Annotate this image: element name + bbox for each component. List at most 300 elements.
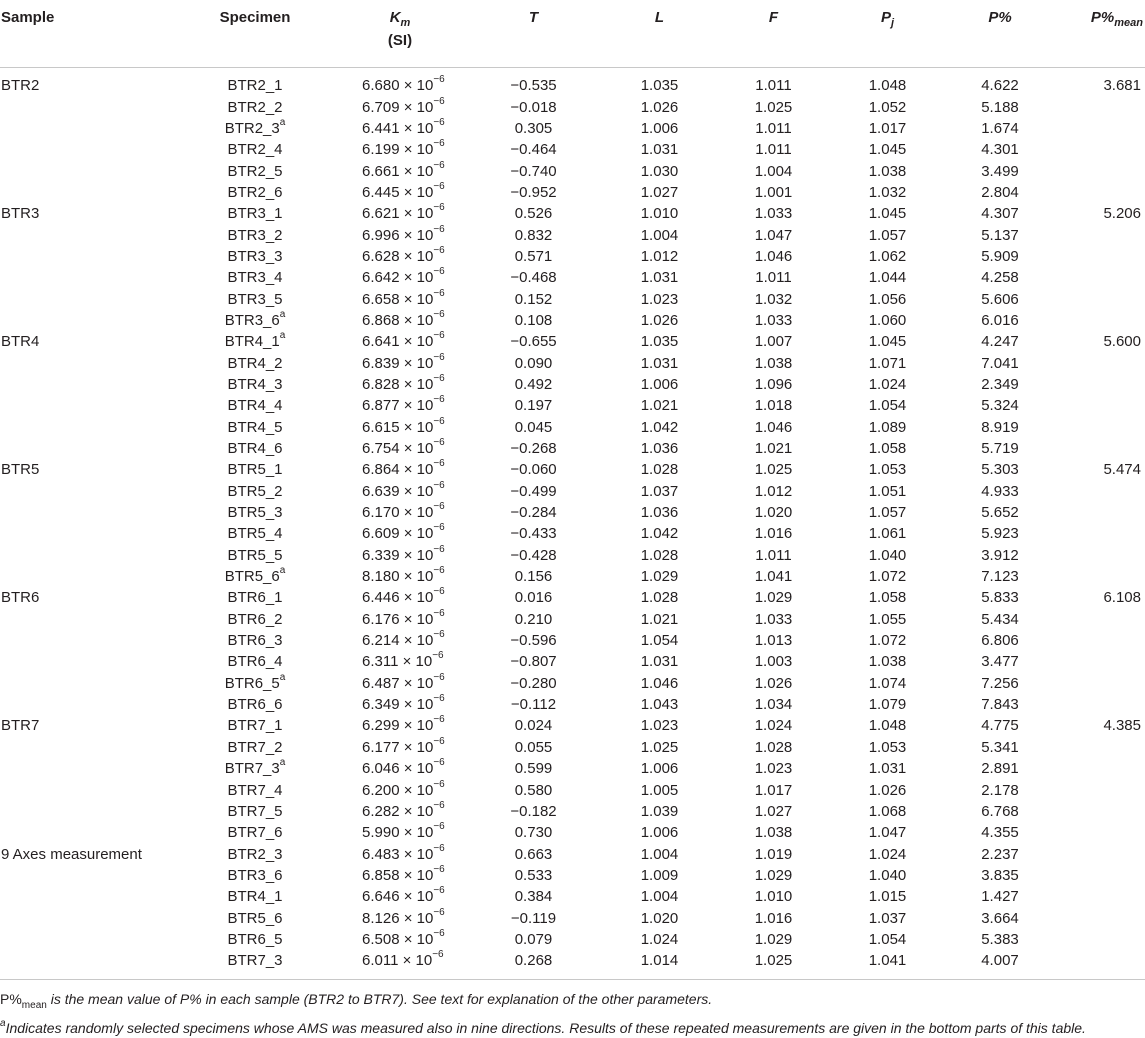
cell-f: 1.020 [754,504,793,522]
table-footnotes [0,979,1145,1038]
cell-p-percent: 4.307 [981,205,1019,223]
cell-l: 1.036 [640,440,679,458]
cell-t: −0.655 [510,333,557,351]
cell-p-percent-mean [1055,865,1145,886]
cell-pj: 1.045 [868,205,907,223]
cell-l: 1.030 [640,162,679,180]
table-body [0,68,1145,976]
cell-l: 1.023 [640,290,679,308]
cell-p-percent-mean [1055,267,1145,288]
cell-f: 1.026 [754,674,793,692]
cell-specimen: BTR6_3 [227,632,283,650]
cell-km: $6.828 \times 10^{-6}$ [362,372,445,393]
cell-p-percent-mean [1055,758,1145,779]
cell-p-percent-mean [1055,417,1145,438]
cell-p-percent-mean [1055,182,1145,203]
cell-p-percent-mean [1055,929,1145,950]
cell-p-percent-mean: 4.385 [1103,717,1141,735]
cell-p-percent: 4.355 [981,824,1019,842]
table-row [0,801,1145,822]
cell-f: 1.013 [754,632,793,650]
table-header [0,0,1145,68]
cell-p-percent-mean [1055,438,1145,459]
cell-t: 0.055 [514,738,553,756]
cell-km: $6.641 \times 10^{-6}$ [362,330,445,351]
cell-specimen: BTR3_1 [227,205,283,223]
cell-p-percent-mean [1055,139,1145,160]
cell-pj: 1.089 [868,418,907,436]
cell-l: 1.046 [640,674,679,692]
cell-p-percent: 7.123 [981,568,1019,586]
cell-sample [0,288,175,309]
cell-km: $8.180 \times 10^{-6}$ [362,565,445,586]
cell-t: 0.156 [514,568,553,586]
table-row [0,737,1145,758]
cell-km: $6.046 \times 10^{-6}$ [362,757,445,778]
cell-p-percent-mean [1055,779,1145,800]
cell-t: 0.533 [514,866,553,884]
cell-sample [0,673,175,694]
cell-t: −0.060 [510,461,557,479]
cell-p-percent: 2.804 [981,183,1019,201]
cell-km: $6.282 \times 10^{-6}$ [362,799,445,820]
cell-t: 0.197 [514,397,553,415]
cell-sample [0,779,175,800]
cell-sample [0,758,175,779]
table-row [0,929,1145,950]
cell-sample [0,630,175,651]
cell-l: 1.023 [640,717,679,735]
cell-km: $8.126 \times 10^{-6}$ [362,906,445,927]
cell-p-percent: 5.652 [981,504,1019,522]
cell-p-percent: 4.258 [981,269,1019,287]
cell-t: 0.571 [514,247,553,265]
cell-l: 1.004 [640,226,679,244]
cell-specimen: BTR2_2 [227,98,283,116]
cell-specimen: BTR2_3$^a$ [224,116,286,137]
cell-p-percent: 3.477 [981,653,1019,671]
cell-f: 1.011 [755,119,792,137]
cell-sample: BTR4 [1,333,40,351]
cell-specimen: BTR3_6 [227,866,283,884]
cell-l: 1.043 [640,696,679,714]
cell-l: 1.035 [640,333,679,351]
cell-km: $6.508 \times 10^{-6}$ [362,927,445,948]
cell-l: 1.028 [640,589,679,607]
cell-sample [0,502,175,523]
cell-f: 1.004 [754,162,793,180]
cell-specimen: BTR5_5 [227,546,283,564]
table-row [0,566,1145,587]
cell-pj: 1.017 [868,119,907,137]
cell-f: 1.016 [754,525,793,543]
cell-t: 0.384 [514,888,553,906]
cell-f: 1.021 [754,440,793,458]
cell-p-percent: 5.324 [981,397,1019,415]
cell-l: 1.054 [640,632,679,650]
cell-km: $6.839 \times 10^{-6}$ [362,351,445,372]
cell-sample [0,929,175,950]
cell-p-percent: 5.434 [981,610,1019,628]
cell-pj: 1.024 [868,845,907,863]
cell-pj: 1.040 [868,546,907,564]
cell-l: 1.027 [640,183,679,201]
cell-pj: 1.058 [868,440,907,458]
cell-p-percent-mean [1055,694,1145,715]
cell-pj: 1.053 [868,461,907,479]
cell-sample [0,865,175,886]
cell-f: 1.019 [754,845,793,863]
cell-t: −0.952 [510,183,557,201]
cell-f: 1.011 [755,77,792,95]
cell-pj: 1.056 [868,290,907,308]
cell-f: 1.024 [754,717,793,735]
cell-p-percent: 2.178 [981,781,1019,799]
cell-f: 1.001 [754,183,793,201]
cell-specimen: BTR7_1 [227,717,283,735]
cell-km: $6.661 \times 10^{-6}$ [362,159,445,180]
cell-pj: 1.045 [868,333,907,351]
header-sample: Sample [0,0,175,68]
cell-pj: 1.068 [868,802,907,820]
cell-p-percent: 4.007 [981,952,1019,970]
cell-km: $6.628 \times 10^{-6}$ [362,244,445,265]
cell-km: $6.011 \times 10^{-6}$ [362,949,444,970]
table-row [0,310,1145,331]
cell-t: 0.580 [514,781,553,799]
table-row [0,438,1145,459]
cell-l: 1.021 [640,397,679,415]
cell-p-percent-mean [1055,886,1145,907]
cell-pj: 1.054 [868,397,907,415]
cell-sample [0,481,175,502]
cell-p-percent: 5.909 [981,247,1019,265]
table-row [0,246,1145,267]
cell-km: $6.170 \times 10^{-6}$ [362,501,445,522]
cell-sample: BTR3 [1,205,40,223]
cell-specimen: BTR7_4 [227,781,283,799]
cell-specimen: BTR5_6 [227,909,283,927]
table-row [0,502,1145,523]
cell-t: −0.284 [510,504,557,522]
cell-l: 1.039 [640,802,679,820]
cell-p-percent-mean [1055,288,1145,309]
table-row [0,779,1145,800]
cell-km: $6.864 \times 10^{-6}$ [362,458,445,479]
cell-specimen: BTR3_4 [227,269,283,287]
footnote-marker: a [279,116,286,128]
cell-pj: 1.031 [868,760,907,778]
cell-km: $6.615 \times 10^{-6}$ [362,415,445,436]
cell-t: −0.018 [510,98,557,116]
cell-specimen: BTR2_3 [227,845,283,863]
cell-p-percent: 1.427 [981,888,1019,906]
cell-specimen: BTR3_6$^a$ [224,308,286,329]
cell-l: 1.026 [640,98,679,116]
cell-f: 1.028 [754,738,793,756]
cell-pj: 1.040 [868,866,907,884]
cell-km: $6.199 \times 10^{-6}$ [362,138,445,159]
cell-p-percent-mean [1055,310,1145,331]
table-row [0,843,1145,864]
cell-sample [0,118,175,139]
cell-specimen: BTR6_2 [227,610,283,628]
cell-pj: 1.048 [868,77,907,95]
cell-km: $6.200 \times 10^{-6}$ [362,778,445,799]
cell-km: $6.441 \times 10^{-6}$ [362,116,445,137]
cell-l: 1.029 [640,568,679,586]
cell-p-percent: 3.835 [981,866,1019,884]
cell-p-percent-mean [1055,545,1145,566]
cell-km: $6.311 \times 10^{-6}$ [362,650,444,671]
table-row [0,865,1145,886]
cell-specimen: BTR3_3 [227,247,283,265]
cell-pj: 1.048 [868,717,907,735]
cell-l: 1.006 [640,375,679,393]
table-row [0,288,1145,309]
cell-f: 1.012 [754,482,793,500]
table-row [0,694,1145,715]
table-row [0,587,1145,608]
cell-km: $6.754 \times 10^{-6}$ [362,437,445,458]
cell-l: 1.014 [640,952,679,970]
cell-f: 1.033 [754,205,793,223]
cell-specimen: BTR5_1 [227,461,283,479]
cell-specimen: BTR2_1 [227,77,283,95]
cell-p-percent: 5.606 [981,290,1019,308]
cell-specimen: BTR2_4 [227,141,283,159]
cell-pj: 1.032 [868,183,907,201]
cell-t: −0.535 [510,77,557,95]
cell-p-percent-mean [1055,523,1145,544]
cell-specimen: BTR6_1 [227,589,283,607]
cell-pj: 1.057 [868,226,907,244]
cell-pj: 1.015 [868,888,907,906]
cell-specimen: BTR7_3 [227,952,283,970]
cell-f: 1.034 [754,696,793,714]
header-t: T [465,0,602,68]
cell-pj: 1.038 [868,653,907,671]
cell-l: 1.021 [640,610,679,628]
cell-p-percent: 4.301 [981,141,1019,159]
cell-t: −0.740 [510,162,557,180]
cell-f: 1.033 [754,311,793,329]
cell-p-percent: 5.923 [981,525,1019,543]
cell-p-percent: 4.775 [981,717,1019,735]
cell-sample [0,950,175,975]
cell-sample [0,96,175,117]
cell-specimen: BTR2_5 [227,162,283,180]
cell-p-percent: 4.622 [981,77,1019,95]
cell-sample [0,417,175,438]
cell-f: 1.032 [754,290,793,308]
cell-specimen: BTR3_5 [227,290,283,308]
cell-t: −0.428 [510,546,557,564]
cell-specimen: BTR4_1 [227,888,283,906]
cell-km: $6.445 \times 10^{-6}$ [362,180,445,201]
cell-l: 1.031 [640,141,679,159]
cell-sample [0,310,175,331]
cell-km: $6.299 \times 10^{-6}$ [362,714,445,735]
cell-p-percent: 3.664 [981,909,1019,927]
cell-p-percent-mean [1055,737,1145,758]
cell-sample [0,886,175,907]
table-row [0,395,1145,416]
cell-specimen: BTR6_6 [227,696,283,714]
cell-sample [0,139,175,160]
cell-p-percent-mean [1055,630,1145,651]
cell-f: 1.096 [754,375,793,393]
cell-pj: 1.045 [868,141,907,159]
cell-sample [0,438,175,459]
cell-sample [0,566,175,587]
table-row [0,139,1145,160]
cell-f: 1.029 [754,930,793,948]
cell-km: $6.639 \times 10^{-6}$ [362,479,445,500]
cell-pj: 1.074 [868,674,907,692]
cell-km: $6.609 \times 10^{-6}$ [362,522,445,543]
cell-km: $6.858 \times 10^{-6}$ [362,863,445,884]
cell-f: 1.025 [754,952,793,970]
cell-l: 1.026 [640,311,679,329]
cell-specimen: BTR5_6$^a$ [224,565,286,586]
table-row [0,331,1145,352]
cell-f: 1.033 [754,610,793,628]
cell-t: 0.526 [514,205,553,223]
cell-km: $6.658 \times 10^{-6}$ [362,287,445,308]
cell-pj: 1.044 [868,269,907,287]
cell-l: 1.031 [640,653,679,671]
cell-sample: BTR2 [1,77,40,95]
cell-l: 1.036 [640,504,679,522]
table-row [0,118,1145,139]
cell-p-percent-mean: 6.108 [1103,589,1141,607]
footnote-marker: a [279,565,286,577]
cell-l: 1.031 [640,354,679,372]
cell-p-percent: 5.188 [981,98,1019,116]
table-row [0,673,1145,694]
cell-t: −0.499 [510,482,557,500]
cell-specimen: BTR2_6 [227,183,283,201]
cell-t: 0.492 [514,375,553,393]
cell-t: −0.182 [510,802,557,820]
cell-pj: 1.071 [868,354,907,372]
cell-f: 1.025 [754,461,793,479]
cell-p-percent: 2.237 [981,845,1019,863]
cell-p-percent-mean [1055,374,1145,395]
cell-pj: 1.037 [868,909,907,927]
cell-f: 1.046 [754,247,793,265]
cell-specimen: BTR6_4 [227,653,283,671]
cell-p-percent: 7.041 [981,354,1019,372]
header-p-percent: P% [945,0,1055,68]
cell-p-percent-mean: 5.474 [1103,461,1141,479]
cell-km: $6.621 \times 10^{-6}$ [362,202,445,223]
cell-t: 0.024 [514,717,553,735]
footnote-marker: a [279,308,286,320]
header-f: F [717,0,830,68]
cell-pj: 1.026 [868,781,907,799]
cell-p-percent: 5.719 [981,440,1019,458]
cell-km: $6.680 \times 10^{-6}$ [362,74,445,95]
cell-km: $6.877 \times 10^{-6}$ [362,394,445,415]
cell-l: 1.042 [640,525,679,543]
cell-specimen: BTR6_5 [227,930,283,948]
cell-sample [0,352,175,373]
cell-p-percent: 4.247 [981,333,1019,351]
footnote-marker: a [279,330,286,342]
header-l: L [602,0,717,68]
cell-pj: 1.055 [868,610,907,628]
cell-sample [0,801,175,822]
cell-pj: 1.057 [868,504,907,522]
cell-t: 0.599 [514,760,553,778]
table-row [0,203,1145,224]
cell-l: 1.020 [640,909,679,927]
cell-specimen: BTR3_2 [227,226,283,244]
table-row [0,417,1145,438]
table-row [0,459,1145,480]
cell-sample [0,246,175,267]
cell-sample [0,651,175,672]
cell-f: 1.018 [754,397,793,415]
cell-p-percent-mean [1055,609,1145,630]
cell-f: 1.029 [754,866,793,884]
cell-km: $6.709 \times 10^{-6}$ [362,95,445,116]
cell-pj: 1.072 [868,632,907,650]
cell-l: 1.006 [640,119,679,137]
cell-f: 1.010 [754,888,793,906]
cell-pj: 1.024 [868,375,907,393]
table-row [0,160,1145,181]
cell-specimen: BTR7_3$^a$ [224,757,286,778]
cell-l: 1.004 [640,845,679,863]
cell-sample [0,160,175,181]
cell-p-percent-mean [1055,118,1145,139]
cell-f: 1.025 [754,98,793,116]
cell-specimen: BTR5_2 [227,482,283,500]
table-row [0,182,1145,203]
table-row [0,267,1145,288]
table-row [0,374,1145,395]
cell-f: 1.023 [754,760,793,778]
cell-specimen: BTR4_3 [227,375,283,393]
cell-p-percent: 7.256 [981,674,1019,692]
cell-p-percent-mean [1055,950,1145,975]
cell-t: 0.016 [514,589,553,607]
cell-t: 0.108 [514,311,553,329]
cell-t: −0.596 [510,632,557,650]
cell-p-percent: 6.768 [981,802,1019,820]
cell-pj: 1.051 [868,482,907,500]
cell-t: −0.280 [510,674,557,692]
cell-sample [0,374,175,395]
cell-p-percent-mean [1055,481,1145,502]
cell-p-percent: 6.806 [981,632,1019,650]
table-row [0,68,1145,97]
cell-l: 1.005 [640,781,679,799]
cell-p-percent-mean [1055,395,1145,416]
cell-sample [0,523,175,544]
cell-p-percent-mean [1055,352,1145,373]
cell-pj: 1.061 [868,525,907,543]
footnote-pmean: $P\%_{mean}$ is the mean value of P% in each sample (BTR2 to BTR7). See text for explanation of the other parameters. [0,991,713,1012]
cell-p-percent: 7.843 [981,696,1019,714]
table-row [0,545,1145,566]
cell-sample: BTR6 [1,589,40,607]
footnote-marker: a [279,757,286,769]
footnote-marker: a [279,671,286,683]
